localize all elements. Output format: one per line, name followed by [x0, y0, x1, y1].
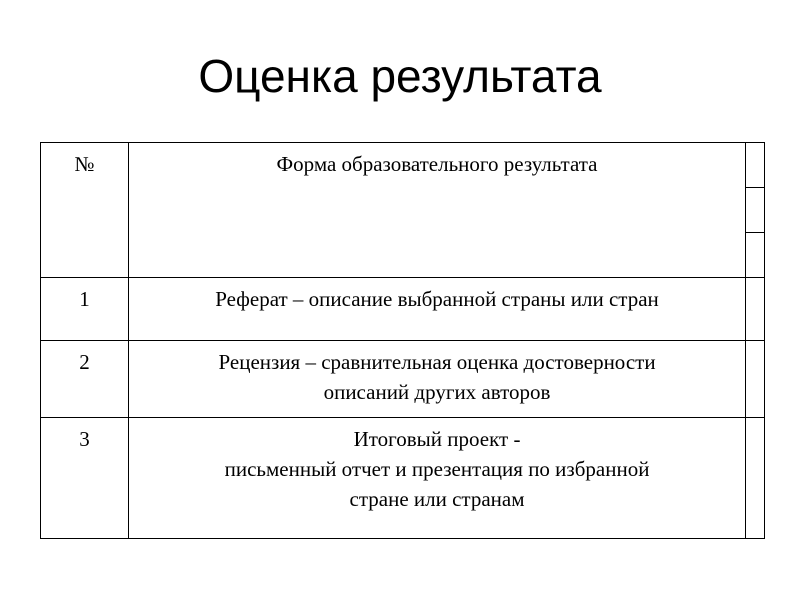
- row-number: 1: [79, 287, 90, 311]
- results-table-container: [40, 142, 765, 539]
- row-text-cell: [129, 278, 746, 341]
- side-split-part: [746, 233, 764, 277]
- row-side-cell: [745, 278, 764, 341]
- row-number: 3: [79, 427, 90, 451]
- header-form-cell: [129, 143, 746, 278]
- slide-title: Оценка результата: [198, 50, 602, 102]
- row-text-line: стране или странам: [349, 487, 525, 511]
- row-text-line: описаний других авторов: [323, 380, 551, 404]
- row-text-cell: [129, 418, 746, 539]
- row-text-line: Реферат – описание выбранной страны или стран: [215, 287, 659, 311]
- row-number-cell: [41, 278, 129, 341]
- table-row: [41, 341, 765, 418]
- row-text-line: письменный отчет и презентация по избранной: [224, 457, 650, 481]
- row-number-cell: [41, 418, 129, 539]
- results-table: [40, 142, 765, 539]
- row-text: [129, 418, 745, 514]
- side-split-part: [746, 188, 764, 233]
- header-form: Форма образовательного результата: [276, 152, 598, 176]
- row-side-cell: [745, 341, 764, 418]
- row-number-cell: [41, 341, 129, 418]
- table-row: [41, 278, 765, 341]
- row-text: [129, 278, 745, 314]
- row-text-line: Рецензия – сравнительная оценка достоверности: [218, 350, 656, 374]
- header-number: №: [74, 152, 95, 176]
- table-row: [41, 418, 765, 539]
- row-number: 2: [79, 350, 90, 374]
- row-text-line: Итоговый проект -: [353, 427, 521, 451]
- side-split: [746, 143, 764, 277]
- row-text: [129, 341, 745, 407]
- header-number-cell: [41, 143, 129, 278]
- header-side-cell: [745, 143, 764, 278]
- row-side-cell: [745, 418, 764, 539]
- row-text-cell: [129, 341, 746, 418]
- table-header-row: [41, 143, 765, 278]
- side-split-part: [746, 143, 764, 188]
